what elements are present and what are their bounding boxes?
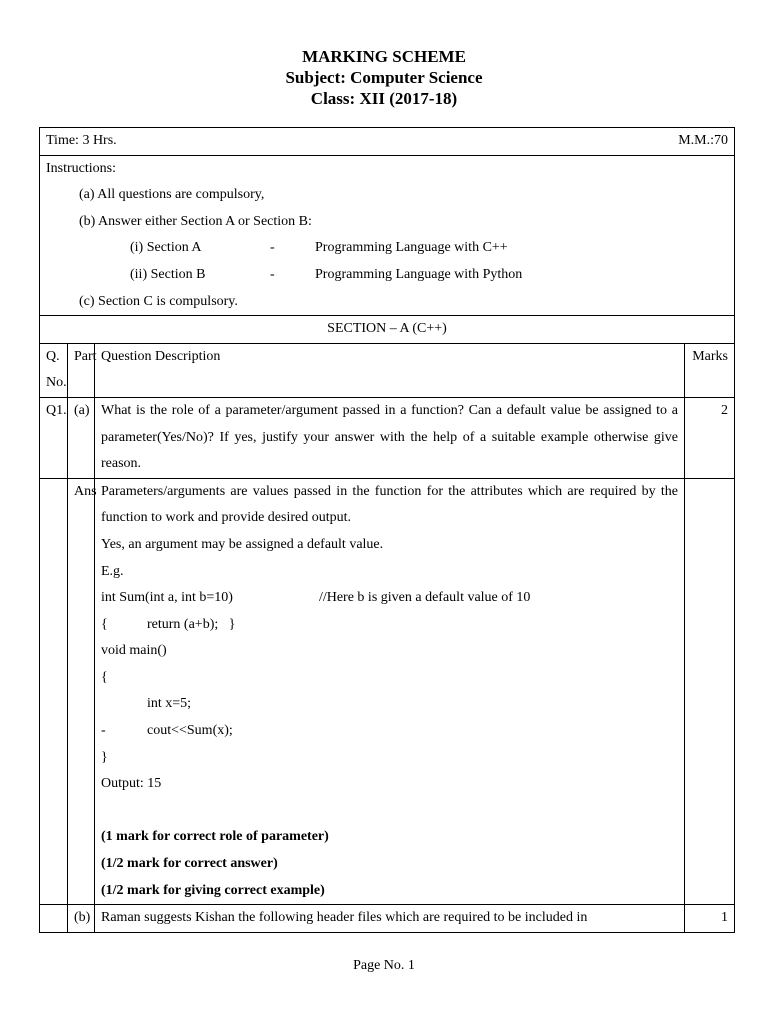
code-line-6 bbox=[101, 718, 678, 745]
code-sum-signature: int Sum(int a, int b=10) bbox=[101, 590, 233, 606]
desc-header: Question Description bbox=[95, 343, 685, 397]
answer-body bbox=[95, 478, 685, 905]
instructions-heading: Instructions: bbox=[46, 160, 116, 176]
max-marks: M.M.:70 bbox=[678, 133, 728, 148]
marking-note-2: (1/2 mark for correct answer) bbox=[101, 856, 278, 872]
qno-header bbox=[40, 343, 68, 397]
answer-output: Output: 15 bbox=[101, 776, 162, 792]
code-line-1 bbox=[101, 585, 678, 612]
class-line: Class: XII (2017-18) bbox=[310, 89, 458, 108]
q1a-part: (a) bbox=[68, 397, 95, 478]
page-number: Page No. 1 bbox=[353, 958, 415, 973]
q1b-part: (b) bbox=[68, 905, 95, 933]
qno-header-line2: No. bbox=[46, 375, 67, 391]
q1b-marks: 1 bbox=[684, 905, 734, 933]
code-dash: - bbox=[101, 723, 106, 739]
document-title: MARKING SCHEME bbox=[302, 47, 466, 66]
section-b-label: (ii) Section B bbox=[130, 266, 206, 282]
code-line-7: } bbox=[101, 749, 108, 765]
qno-header-line1: Q. bbox=[46, 348, 60, 364]
q1b-question: Raman suggests Kishan the following header files which are required to be included in bbox=[95, 905, 685, 933]
subject-line: Subject: Computer Science bbox=[285, 68, 483, 87]
answer-marks-cell bbox=[684, 478, 734, 905]
section-a-label: (i) Section A bbox=[130, 240, 202, 256]
code-open-brace: { bbox=[101, 616, 108, 632]
q1-number: Q1. bbox=[40, 397, 68, 478]
answer-row-q1a bbox=[40, 478, 735, 905]
section-b-desc: Programming Language with Python bbox=[315, 266, 523, 282]
instruction-b: (b) Answer either Section A or Section B: bbox=[79, 213, 312, 229]
code-line-4: { bbox=[101, 669, 108, 685]
marks-header: Marks bbox=[684, 343, 734, 397]
section-a-dash: - bbox=[270, 240, 275, 256]
question-row-q1b bbox=[40, 905, 735, 933]
code-int-x: int x=5; bbox=[147, 696, 192, 712]
section-a-desc: Programming Language with C++ bbox=[315, 240, 508, 256]
code-return: return (a+b); } bbox=[147, 616, 236, 632]
marking-note-3: (1/2 mark for giving correct example) bbox=[101, 882, 325, 898]
code-line-3: void main() bbox=[101, 643, 167, 659]
marking-note-1: (1 mark for correct role of parameter) bbox=[101, 829, 329, 845]
question-row-q1a bbox=[40, 397, 735, 478]
time-row bbox=[40, 128, 735, 156]
code-line-5 bbox=[101, 691, 678, 718]
instruction-section-a bbox=[46, 235, 728, 262]
instruction-c: (c) Section C is compulsory. bbox=[79, 293, 238, 309]
section-title: SECTION – A (C++) bbox=[40, 316, 735, 344]
answer-spacer bbox=[101, 798, 678, 825]
code-comment: //Here b is given a default value of 10 bbox=[318, 590, 531, 606]
answer-part: Ans bbox=[68, 478, 95, 905]
code-cout: cout<<Sum(x); bbox=[147, 723, 233, 739]
code-line-2 bbox=[101, 612, 678, 639]
answer-paragraph-2: Yes, an argument may be assigned a default value. bbox=[101, 536, 384, 552]
document-header bbox=[0, 46, 768, 109]
answer-qno-cell bbox=[40, 478, 68, 905]
q1a-marks: 2 bbox=[684, 397, 734, 478]
time-allowed: Time: 3 Hrs. bbox=[46, 133, 117, 148]
q1b-qno-cell bbox=[40, 905, 68, 933]
instructions-row bbox=[40, 155, 735, 316]
q1a-question: What is the role of a parameter/argument passed in a function? Can a default value be assigned to a parameter(Yes/No)? If yes, justify your answer with the help of a suitable example otherwise give reason. bbox=[95, 397, 685, 478]
column-header-row bbox=[40, 343, 735, 397]
instruction-a: (a) All questions are compulsory, bbox=[79, 187, 265, 203]
instruction-section-b bbox=[46, 262, 728, 289]
answer-paragraph-1: Parameters/arguments are values passed in the function for the attributes which are required by the function to work and provide desired output. bbox=[101, 483, 678, 526]
marking-scheme-table bbox=[39, 127, 735, 933]
answer-eg: E.g. bbox=[101, 563, 124, 579]
part-header: Part bbox=[68, 343, 95, 397]
section-title-row bbox=[40, 316, 735, 344]
section-b-dash: - bbox=[270, 266, 275, 282]
